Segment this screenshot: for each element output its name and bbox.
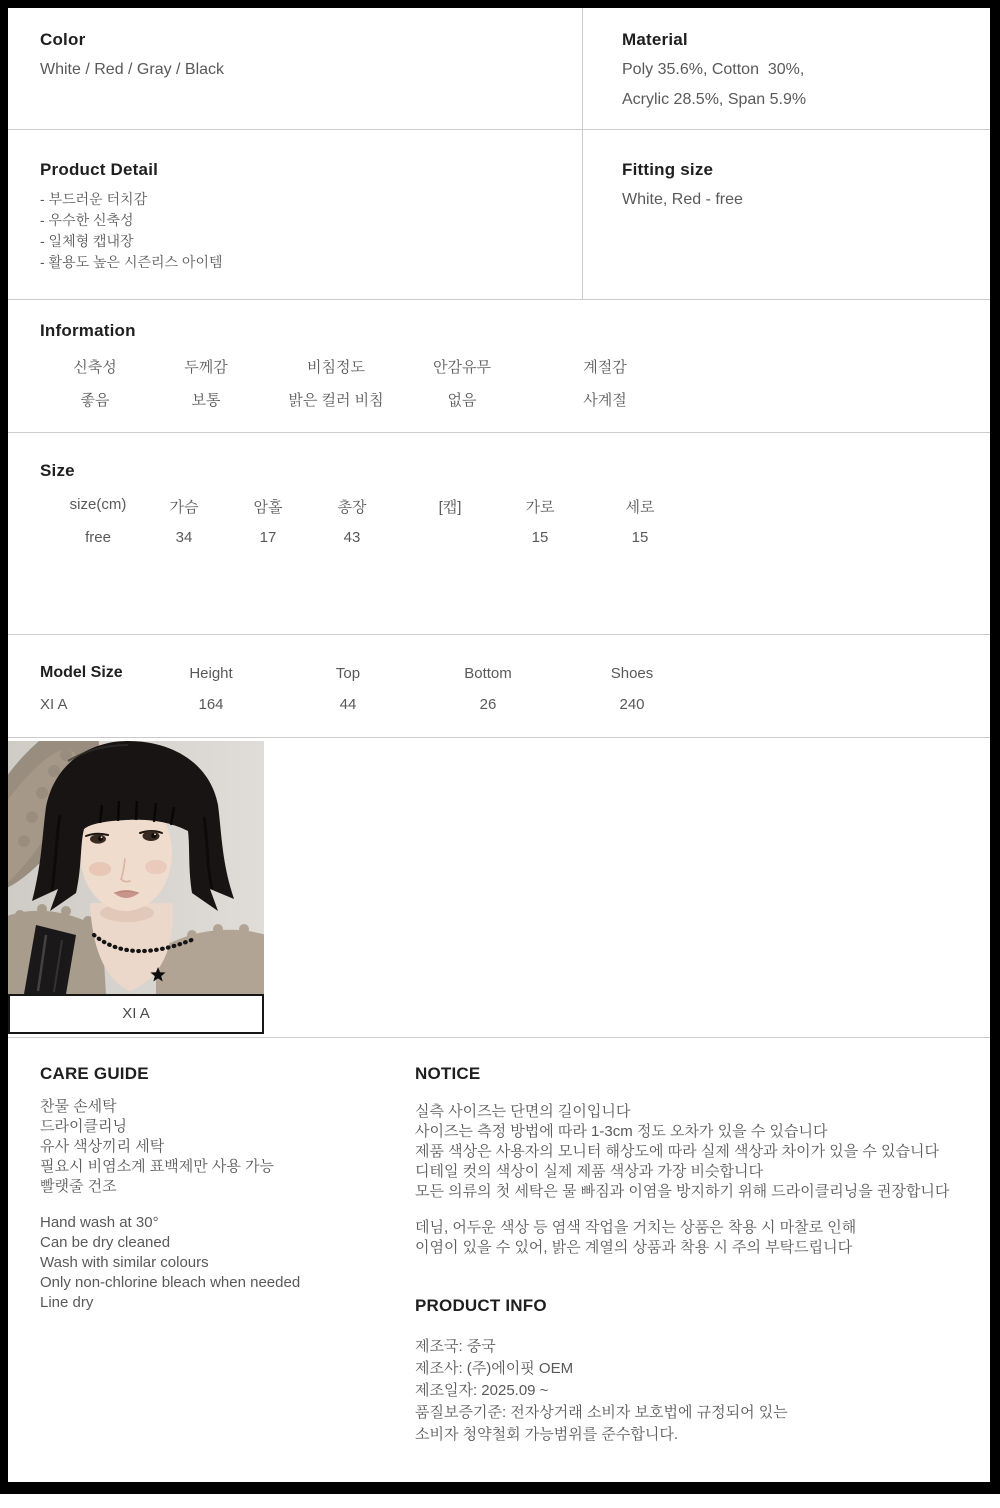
info-label: 계절감 [583,359,627,376]
model-size-header: Height [189,665,233,682]
model-size-header: Top [335,665,361,682]
care-guide-korean-lines [40,1097,274,1197]
size-value: 17 [259,529,277,546]
divider-row2 [8,299,990,300]
size-value: 15 [531,529,549,546]
text-line: 제품 색상은 사용자의 모니터 해상도에 따라 실제 색상과 차이가 있을 수 있습니다 [415,1143,940,1160]
size-header: 세로 [625,499,655,516]
size-header: 총장 [337,499,367,516]
info-value: 사계절 [583,392,627,409]
model-size-header: Bottom [464,665,512,682]
model-size-value: 240 [619,696,645,713]
material-section-title: Material [622,30,688,49]
model-size-header: Shoes [610,665,654,682]
product-info-title: PRODUCT INFO [415,1296,547,1315]
divider-vertical [582,8,583,299]
model-photo-illustration [8,741,264,994]
text-line: 사이즈는 측정 방법에 따라 1-3cm 정도 오차가 있을 수 있습니다 [415,1123,828,1140]
text-line: 이염이 있을 수 있어, 밝은 계열의 상품과 착용 시 주의 부탁드립니다 [415,1239,853,1256]
model-photo-caption: XI A [8,994,264,1034]
size-value: 43 [343,529,361,546]
fitting-size-title: Fitting size [622,160,714,179]
info-label: 비침정도 [307,359,365,376]
care-guide-english-lines [40,1213,300,1313]
model-size-value: 164 [198,696,224,713]
text-line: 디테일 컷의 색상이 실제 제품 색상과 가장 비슷합니다 [415,1163,763,1180]
text-line: - 우수한 신축성 [40,212,134,228]
divider-row1 [8,129,990,130]
info-label: 신축성 [73,359,117,376]
information-title: Information [40,321,136,340]
model-size-value: XI A [40,696,68,713]
color-value: White / Red / Gray / Black [40,61,225,78]
text-line: 소비자 청약철회 가능범위를 준수합니다. [415,1426,679,1443]
text-line: Wash with similar colours [40,1254,209,1271]
size-value: 15 [631,529,649,546]
divider-information [8,432,990,433]
size-header: [캡] [438,499,462,516]
text-line: 품질보증기준: 전자상거래 소비자 보호법에 규정되어 있는 [415,1404,788,1421]
model-size-value: 26 [479,696,497,713]
color-section-title: Color [40,30,86,49]
care-guide-title: CARE GUIDE [40,1064,149,1083]
text-line: 모든 의류의 첫 세탁은 물 빠짐과 이염을 방지하기 위해 드라이클리닝을 권장합니다 [415,1183,950,1200]
divider-size [8,634,990,635]
material-line-2: Acrylic 28.5%, Span 5.9% [622,91,807,108]
text-line: - 일체형 캡내장 [40,233,134,249]
text-line: - 활용도 높은 시즌리스 아이템 [40,254,223,270]
divider-photo [8,1037,990,1038]
text-line: 유사 색상끼리 세탁 [40,1138,165,1155]
size-header: size(cm) [69,496,127,513]
size-value: 34 [175,529,193,546]
text-line: 필요시 비염소계 표백제만 사용 가능 [40,1158,275,1175]
info-value: 없음 [447,392,477,409]
text-line: Only non-chlorine bleach when needed [40,1274,301,1291]
divider-model [8,737,990,738]
product-detail-title: Product Detail [40,160,159,179]
text-line: 제조일자: 2025.09 ~ [415,1382,549,1399]
info-value: 밝은 컬러 비침 [288,392,384,409]
size-title: Size [40,461,75,480]
info-value: 보통 [191,392,221,409]
product-detail-list [40,189,223,273]
model-size-title: Model Size [40,664,123,681]
notice-lines-2 [415,1218,856,1258]
text-line: 빨랫줄 건조 [40,1178,117,1195]
size-header: 가로 [525,499,555,516]
text-line: 제조국: 중국 [415,1338,496,1355]
text-line: Line dry [40,1294,94,1311]
product-info-lines [415,1336,788,1446]
size-value: free [85,529,111,546]
text-line: - 부드러운 터치감 [40,191,148,207]
info-label: 안감유무 [433,359,491,376]
info-label: 두께감 [184,359,228,376]
text-line: 데님, 어두운 색상 등 염색 작업을 거치는 상품은 착용 시 마찰로 인해 [415,1219,857,1236]
text-line: 실측 사이즈는 단면의 길이입니다 [415,1103,631,1120]
text-line: 드라이클리닝 [40,1118,127,1135]
model-size-value: 44 [339,696,357,713]
notice-lines [415,1102,949,1202]
size-header: 암홀 [253,499,283,516]
notice-title: NOTICE [415,1064,481,1083]
material-line-1: Poly 35.6%, Cotton 30%, [622,61,805,78]
text-line: Can be dry cleaned [40,1234,171,1251]
info-value: 좋음 [80,392,110,409]
text-line: Hand wash at 30° [40,1214,159,1231]
text-line: 제조사: (주)에이핏 OEM [415,1360,574,1377]
model-photo [8,741,264,994]
size-header: 가슴 [169,499,199,516]
fitting-size-value: White, Red - free [622,191,743,208]
text-line: 찬물 손세탁 [40,1098,117,1115]
